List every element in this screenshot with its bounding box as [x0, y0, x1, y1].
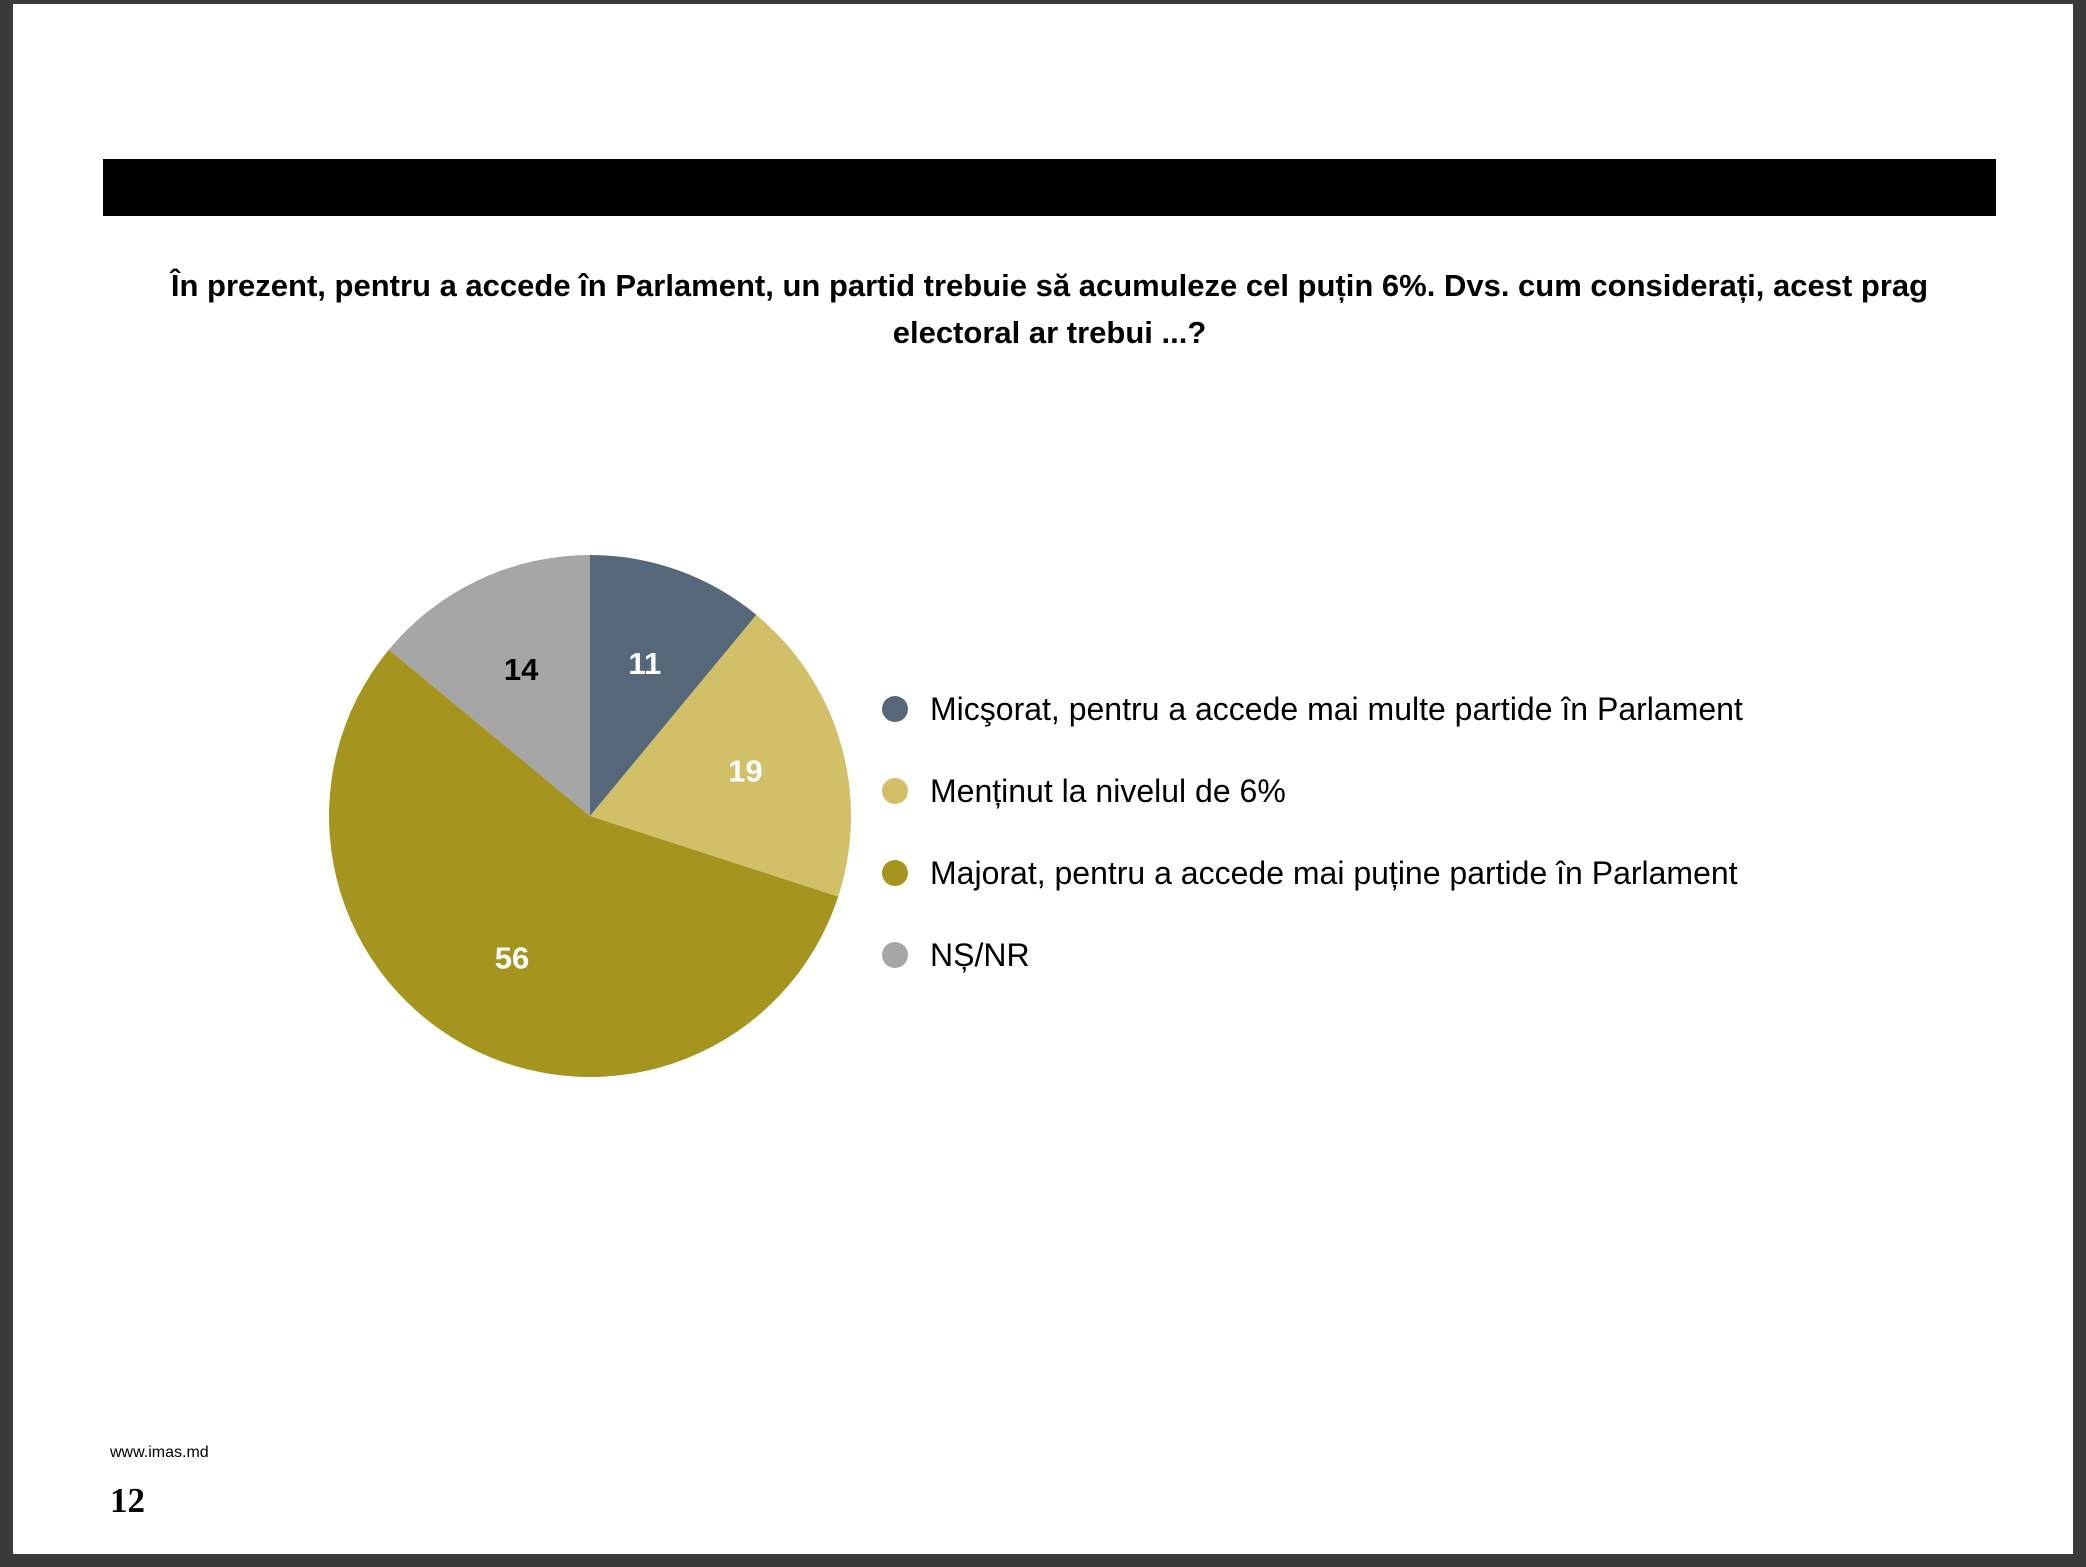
legend-item-3	[882, 914, 1743, 996]
legend-item-0	[882, 668, 1743, 750]
legend-label-1: Menținut la nivelul de 6%	[930, 772, 1286, 809]
chart-question-title: În prezent, pentru a accede în Parlament, un partid trebuie să acumuleze cel puțin 6%. Dvs. cum considerați, acest prag electoral ar trebui ...?	[170, 268, 1929, 350]
pie-slice-value-1: 19	[728, 753, 763, 789]
pie-slices	[329, 555, 851, 1077]
footer-url: www.imas.md	[110, 1444, 209, 1461]
chart-legend	[882, 668, 1743, 996]
legend-swatch-0	[882, 696, 908, 722]
pie-slice-value-3: 14	[503, 652, 539, 688]
legend-item-2	[882, 832, 1743, 914]
legend-swatch-3	[882, 942, 908, 968]
pie-slice-value-2: 56	[494, 940, 530, 976]
legend-label-3: NȘ/NR	[930, 936, 1030, 973]
legend-label-2: Majorat, pentru a accede mai puține partide în Parlament	[930, 854, 1738, 891]
legend-swatch-2	[882, 860, 908, 886]
legend-swatch-1	[882, 778, 908, 804]
page-number: 12	[110, 1481, 145, 1520]
pie-slice-value-0: 11	[628, 646, 662, 682]
legend-item-1	[882, 750, 1743, 832]
legend-label-0: Micşorat, pentru a accede mai multe partide în Parlament	[930, 690, 1743, 727]
